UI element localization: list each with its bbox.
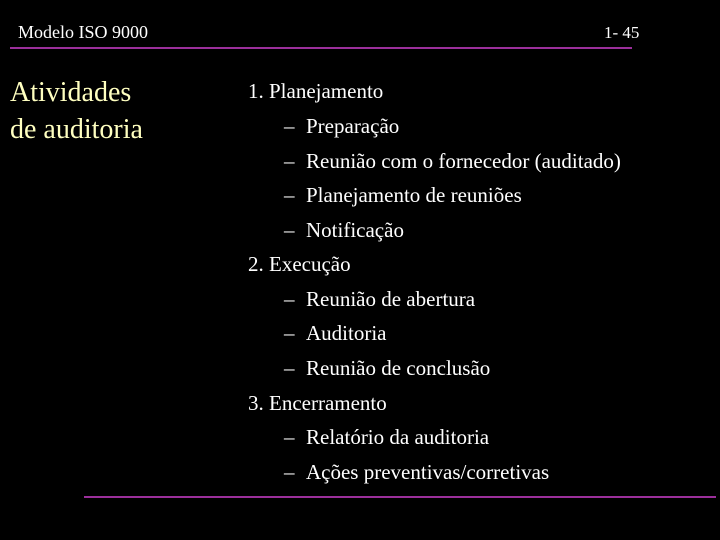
outline-item [284, 148, 621, 174]
bullet-dash: – [284, 356, 295, 380]
top-divider [10, 47, 632, 49]
bullet-dash: – [284, 425, 295, 449]
outline-item-label: Ações preventivas/corretivas [306, 460, 550, 484]
outline-item-label: Relatório da auditoria [306, 425, 490, 449]
outline-item-label: Preparação [306, 114, 400, 138]
outline-item-label: Notificação [306, 218, 404, 242]
bullet-dash: – [284, 321, 295, 345]
outline-item-label: Planejamento de reuniões [306, 183, 522, 207]
outline-item-label: Reunião com o fornecedor (auditado) [306, 149, 621, 173]
bullet-dash: – [284, 149, 295, 173]
bullet-dash: – [284, 287, 295, 311]
outline-section-3: 3. Encerramento [248, 391, 387, 415]
outline-item [284, 286, 475, 312]
outline-item [284, 217, 404, 243]
bottom-divider [84, 496, 716, 498]
page-number: 1- 45 [604, 23, 640, 42]
bullet-dash: – [284, 183, 295, 207]
outline-section-1: 1. Planejamento [248, 79, 384, 103]
slide-title [10, 74, 210, 148]
slide-title-line-2: de auditoria [10, 114, 143, 145]
outline-item-label: Reunião de abertura [306, 287, 476, 311]
outline-section-2: 2. Execução [248, 252, 351, 276]
outline-item [284, 320, 386, 346]
outline-item-label: Reunião de conclusão [306, 356, 491, 380]
outline-item [284, 459, 549, 485]
outline-item [284, 113, 399, 139]
outline-item-label: Auditoria [306, 321, 387, 345]
bullet-dash: – [284, 218, 295, 242]
outline-item [284, 182, 522, 208]
outline-item [284, 355, 490, 381]
header-title: Modelo ISO 9000 [18, 22, 148, 42]
bullet-dash: – [284, 114, 295, 138]
slide-title-line-1: Atividades [10, 77, 132, 108]
outline-item [284, 424, 489, 450]
bullet-dash: – [284, 460, 295, 484]
